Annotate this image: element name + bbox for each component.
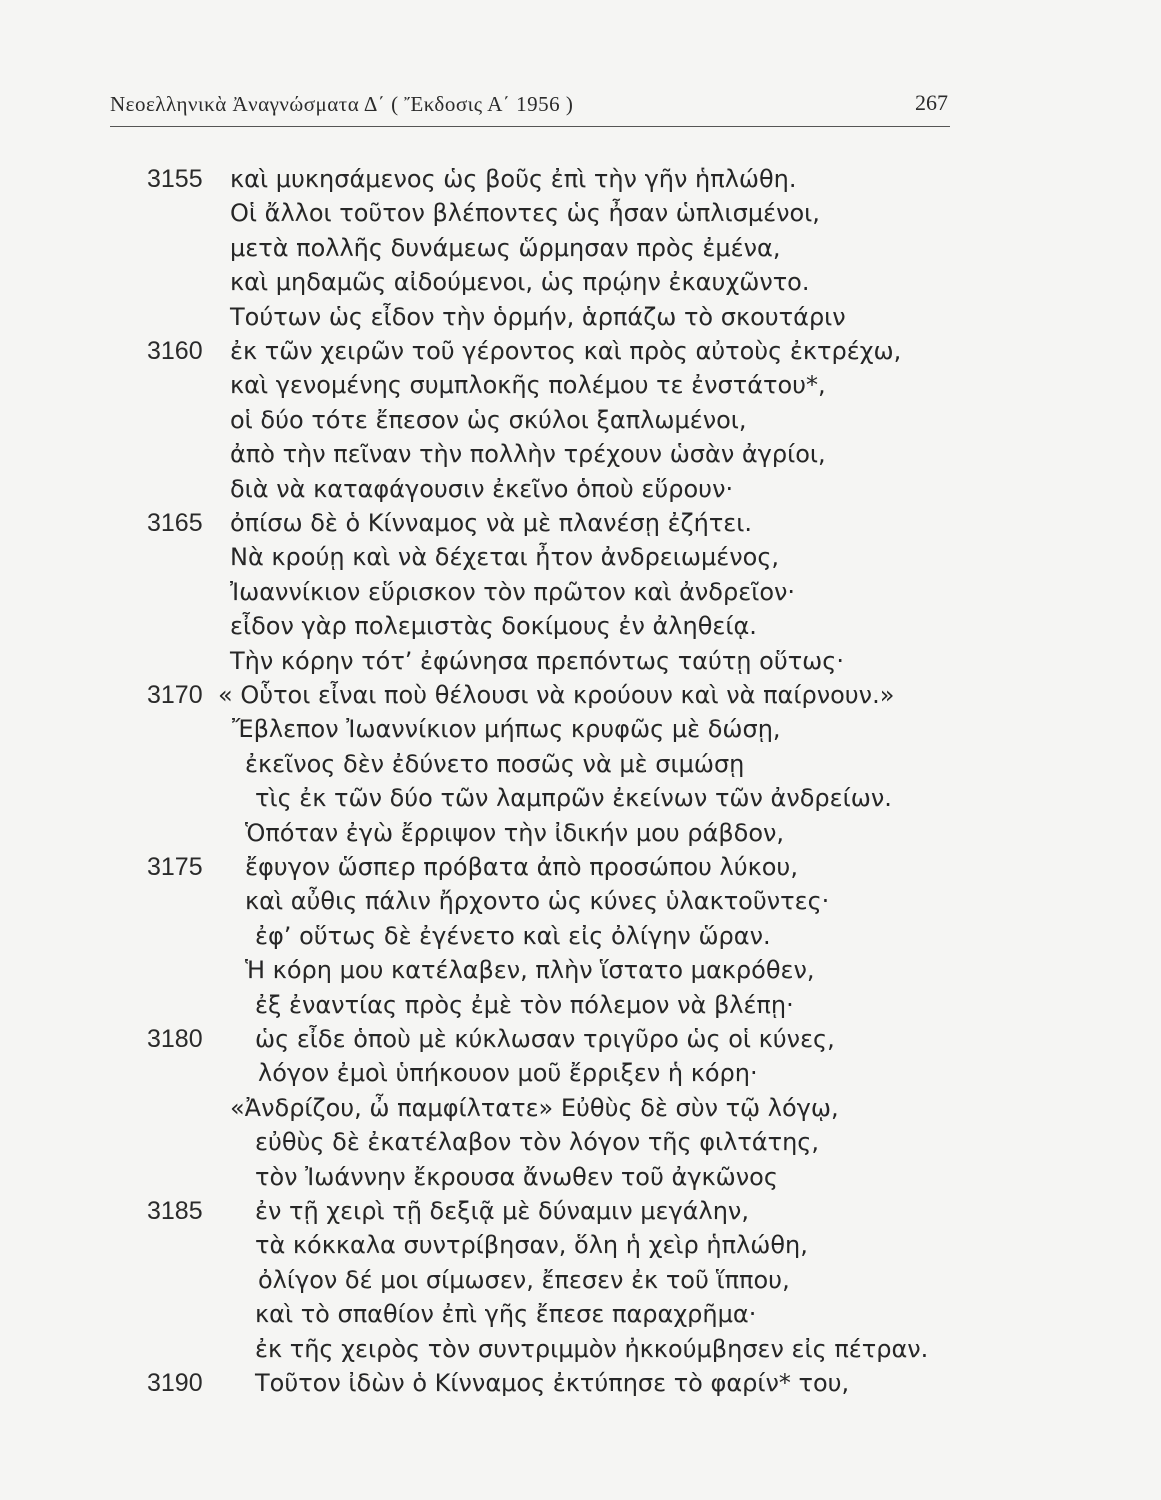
verse-text: καὶ μηδαμῶς αἰδούμενοι, ὡς πρῴην ἐκαυχῶντο. (230, 268, 810, 297)
verse-line (0, 1228, 1161, 1262)
verse-line (0, 884, 1161, 918)
verse-line (0, 472, 1161, 506)
verse-number: 3175 (147, 853, 203, 881)
verse-text: Τούτων ὡς εἶδον τὴν ὁρμήν, ἁρπάζω τὸ σκουτάριν (230, 302, 846, 331)
verse-text: καὶ γενομένης συμπλοκῆς πολέμου τε ἐνστάτου*, (230, 371, 826, 400)
verse-text: ἐκ τῆς χειρὸς τὸν συντριμμὸν ἠκκούμβησεν εἰς πέτραν. (255, 1334, 929, 1363)
verse-line (0, 850, 1161, 884)
verse-line (0, 334, 1161, 368)
verse-line (0, 1125, 1161, 1159)
verse-line (0, 1056, 1161, 1090)
verse-line (0, 1263, 1161, 1297)
page-number: 267 (915, 90, 948, 115)
verse-text: ἐκ τῶν χειρῶν τοῦ γέροντος καὶ πρὸς αὐτοὺς ἐκτρέχω, (230, 337, 902, 365)
verse-line (0, 540, 1161, 574)
verse-line (0, 712, 1161, 746)
verse-line (0, 403, 1161, 437)
verse-text: καὶ τὸ σπαθίον ἐπὶ γῆς ἔπεσε παραχρῆμα· (255, 1300, 757, 1329)
verse-text: λόγον ἐμοὶ ὑπήκουον μοῦ ἔρριξεν ἡ κόρη· (258, 1059, 758, 1088)
verse-line (0, 609, 1161, 643)
verse-line (0, 162, 1161, 196)
verse-text: οἱ δύο τότε ἔπεσον ὡς σκύλοι ξαπλωμένοι, (230, 405, 747, 434)
verse-text: Τοῦτον ἰδὼν ὁ Κίνναμος ἐκτύπησε τὸ φαρίν* του, (255, 1369, 850, 1397)
verse-line (0, 196, 1161, 230)
verse-text: τὸν Ἰωάννην ἔκρουσα ἄνωθεν τοῦ ἀγκῶνος (255, 1162, 778, 1191)
verse-text: καὶ μυκησάμενος ὡς βοῦς ἐπὶ τὴν γῆν ἡπλώθη. (230, 165, 797, 193)
verse-number: 3160 (147, 337, 203, 365)
verse-text: ὀλίγον δέ μοι σίμωσεν, ἔπεσεν ἐκ τοῦ ἵππου, (258, 1265, 790, 1294)
header-title: Νεοελληνικὰ Ἀναγνώσματα Δ΄ ( Ἔκδοσις Α΄ 1956 ) (110, 92, 574, 116)
verse-line (0, 506, 1161, 540)
verse-text: τὰ κόκκαλα συντρίβησαν, ὅλη ἡ χεὶρ ἡπλώθη, (255, 1231, 808, 1260)
verse-line (0, 644, 1161, 678)
verse-text: Οἱ ἄλλοι τοῦτον βλέποντες ὡς ἦσαν ὡπλισμένοι, (230, 199, 820, 228)
verse-text: ἐφ’ οὕτως δὲ ἐγένετο καὶ εἰς ὀλίγην ὥραν. (255, 921, 771, 950)
verse-text: ὀπίσω δὲ ὁ Κίνναμος νὰ μὲ πλανέσῃ ἐζήτει. (230, 509, 752, 537)
verse-text: ἐν τῇ χειρὶ τῇ δεξιᾷ μὲ δύναμιν μεγάλην, (255, 1197, 749, 1225)
verse-line (0, 300, 1161, 334)
verse-number: 3180 (147, 1025, 203, 1053)
verse-line (0, 953, 1161, 987)
verse-line (0, 575, 1161, 609)
verse-text: διὰ νὰ καταφάγουσιν ἐκεῖνο ὁποὺ εὕρουν· (230, 474, 734, 503)
verse-text: Νὰ κρούῃ καὶ νὰ δέχεται ἦτον ἀνδρειωμένος, (230, 543, 780, 572)
verse-text: ὡς εἶδε ὁποὺ μὲ κύκλωσαν τριγῦρο ὡς οἱ κύνες, (255, 1025, 835, 1053)
verse-number: 3190 (147, 1369, 203, 1397)
verse-text: τὶς ἐκ τῶν δύο τῶν λαμπρῶν ἐκείνων τῶν ἀνδρείων. (255, 784, 892, 813)
verse-text: ἔφυγον ὥσπερ πρόβατα ἀπὸ προσώπου λύκου, (245, 853, 798, 881)
verse-line (0, 919, 1161, 953)
verse-line (0, 1332, 1161, 1366)
verse-number: 3155 (147, 165, 203, 193)
verse-line (0, 1160, 1161, 1194)
verse-line (0, 678, 1161, 712)
verse-line (0, 265, 1161, 299)
verse-text: « Οὗτοι εἶναι ποὺ θέλουσι νὰ κρούουν καὶ νὰ παίρνουν.» (218, 681, 895, 709)
verse-line (0, 816, 1161, 850)
verse-line (0, 1366, 1161, 1400)
verse-text: «Ἀνδρίζου, ὦ παμφίλτατε» Εὐθὺς δὲ σὺν τῷ λόγῳ, (230, 1093, 839, 1122)
verse-line (0, 368, 1161, 402)
verse-text: εὐθὺς δὲ ἐκατέλαβον τὸν λόγον τῆς φιλτάτης, (255, 1128, 819, 1157)
verse-line (0, 988, 1161, 1022)
verse-text: ἐκεῖνος δὲν ἐδύνετο ποσῶς νὰ μὲ σιμώσῃ (245, 749, 745, 778)
verse-text: Ἰωαννίκιον εὕρισκον τὸν πρῶτον καὶ ἀνδρεῖον· (230, 577, 796, 606)
verse-number: 3165 (147, 509, 203, 537)
verse-line (0, 231, 1161, 265)
verse-line (0, 1091, 1161, 1125)
verse-line (0, 437, 1161, 471)
verse-text: καὶ αὖθις πάλιν ἤρχοντο ὡς κύνες ὑλακτοῦντες· (245, 887, 830, 916)
verse-line (0, 1297, 1161, 1331)
verse-text: Τὴν κόρην τότ’ ἐφώνησα πρεπόντως ταύτῃ οὕτως· (230, 646, 844, 675)
verse-line (0, 747, 1161, 781)
running-header (110, 92, 950, 127)
verse-text: εἶδον γὰρ πολεμιστὰς δοκίμους ἐν ἀληθείᾳ. (230, 612, 757, 641)
verse-text: Ἔβλεπον Ἰωαννίκιον μήπως κρυφῶς μὲ δώσῃ, (232, 715, 781, 744)
verse-number: 3170 (147, 681, 203, 709)
verse-text: Ἡ κόρη μου κατέλαβεν, πλὴν ἵστατο μακρόθεν, (245, 956, 815, 985)
verse-text: Ὁπόταν ἐγὼ ἔρριψον τὴν ἰδικήν μου ράβδον, (245, 818, 785, 847)
verse-line (0, 1022, 1161, 1056)
verse-text: ἐξ ἐναντίας πρὸς ἐμὲ τὸν πόλεμον νὰ βλέπῃ· (255, 990, 794, 1019)
verse-text: μετὰ πολλῆς δυνάμεως ὥρμησαν πρὸς ἐμένα, (230, 233, 781, 262)
verse-line (0, 1194, 1161, 1228)
verse-number: 3185 (147, 1197, 203, 1225)
verse-text: ἀπὸ τὴν πεῖναν τὴν πολλὴν τρέχουν ὡσὰν ἀγρίοι, (230, 440, 826, 469)
verse-line (0, 781, 1161, 815)
